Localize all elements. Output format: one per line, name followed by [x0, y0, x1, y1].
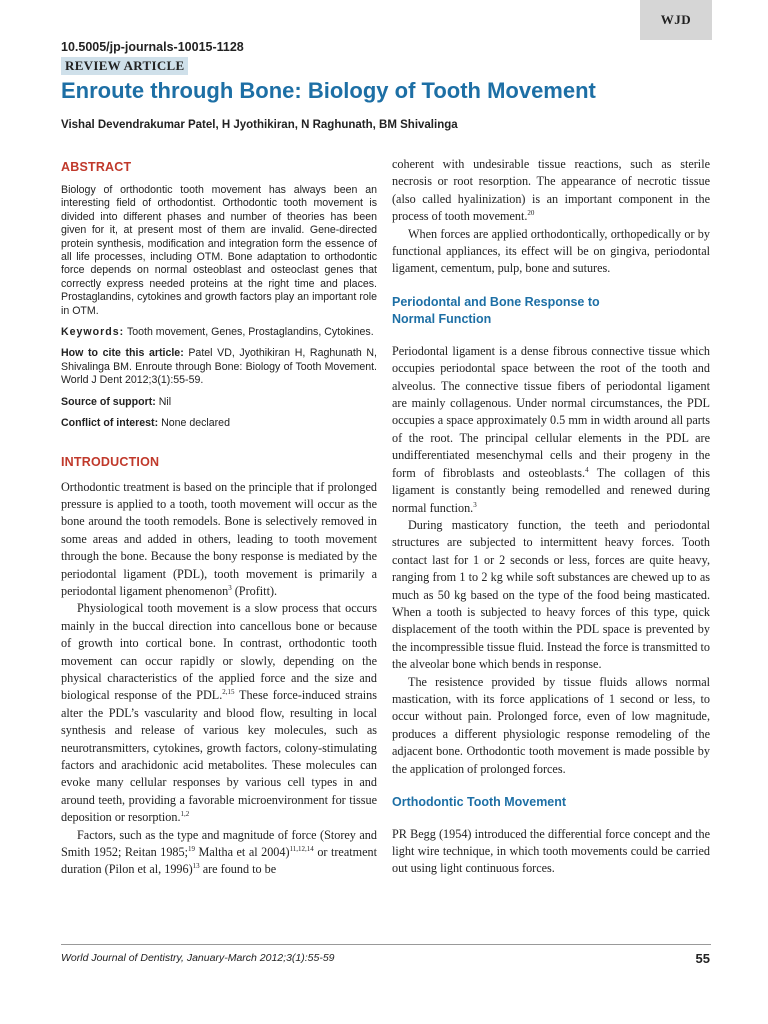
right-paragraph-1: coherent with undesirable tissue reactions, such as sterile necrosis or root resorption. The appearance of necrotic tissue (also called hyalinization) is an important component in the process of tooth movement.$^{20}$: [392, 157, 710, 224]
reference-superscript: 13: [192, 862, 200, 871]
keywords-label: Keywords:: [61, 326, 125, 339]
article-title: Enroute through Bone: Biology of Tooth Movement: [61, 78, 596, 103]
authors: Vishal Devendrakumar Patel, H Jyothikiran, N Raghunath, BM Shivalinga: [61, 119, 458, 131]
left-column: [61, 158, 377, 879]
reference-superscript: 19: [187, 844, 195, 853]
reference-superscript: 11,12,14: [289, 844, 314, 853]
section-heading-orthodontic: Orthodontic Tooth Movement: [392, 795, 567, 809]
conflict-label: Conflict of interest:: [61, 417, 159, 430]
doi: 10.5005/jp-journals-10015-1128: [61, 40, 244, 54]
reference-superscript: 2,15: [222, 688, 235, 697]
intro-paragraph-1: Orthodontic treatment is based on the principle that if prolonged pressure is applied to a tooth, tooth movement will occur as the bone around the tooth remodels. Bone is selectively removed in some areas and added in others, leading to tooth movement through the bone. Because the bony response is mediated by the periodontal ligament (PDL), tooth movement is primarily a periodontal ligament phenomenon$^3$ (Profitt).: [61, 479, 377, 598]
support-label: Source of support:: [61, 395, 156, 408]
introduction-heading: INTRODUCTION: [61, 454, 160, 469]
periodontal-paragraph-3: The resistence provided by tissue fluids allows normal mastication, with its force applications of 1 second or less, to occur without pain. Prolonged force, even of low magnitude, produces a different physiologic response remodeling of the adjacent bone. Orthodontic tooth movement is made possible by the application of prolonged forces.: [392, 674, 710, 776]
right-column: [392, 156, 710, 878]
reference-superscript: 4: [585, 465, 589, 474]
keywords-text: Tooth movement, Genes, Prostaglandins, Cytokines.: [126, 326, 374, 339]
intro-paragraph-2: Physiological tooth movement is a slow process that occurs mainly in the buccal direction into cancellous bone or because of growth into cortical bone. In contrast, orthodontic tooth movement can occur rapidly or slowly, depending on the physical characteristics of the applied force and the size and biological response of the PDL.$^{2,15}$ These force-induced strains alter the PDL’s vascularity and blood flow, resulting in local synthesis and release of various key molecules, such as neurotransmitters, cytokines, growth factors, colony-stimulating factors and arachidonic acid metabolites. These molecules can evoke many cellular responses by various cell types in and around teeth, providing a favorable microenvironment for tissue deposition or resorption.$^{1,2}$: [61, 601, 377, 825]
keywords: [61, 326, 377, 339]
support-text: Nil: [158, 395, 172, 408]
reference-superscript: 1,2: [180, 810, 190, 819]
orthodontic-paragraph-1: PR Begg (1954) introduced the differential force concept and the light wire technique, in which tooth movements could be carried out using light continuous forces.: [392, 826, 710, 876]
footer-divider: [61, 944, 711, 945]
footer-journal-citation: World Journal of Dentistry, January-March 2012;3(1):55-59: [61, 952, 335, 964]
periodontal-paragraph-1: Periodontal ligament is a dense fibrous connective tissue which occupies periodontal space between the root of the tooth and alveolus. The connective tissue fibers of periodontal ligament are mainly collagenous. Under normal circumstances, the PDL occupies a space approximately 0.5 mm in width around all parts of the root. The principal cellular elements in the PDL are undifferentiated mesenchymal cells and their progeny in the form of fibroblasts and osteoblasts.$^4$ The collagen of this ligament is constantly being remodelled and renewed during normal function.$^3$: [392, 343, 710, 515]
journal-tab: WJD: [640, 0, 712, 40]
conflict-text: None declared: [161, 417, 230, 430]
abstract-heading: ABSTRACT: [61, 160, 132, 174]
citation: [61, 347, 377, 387]
conflict-of-interest: [61, 417, 377, 430]
reference-superscript: 3: [228, 583, 232, 592]
source-of-support: [61, 396, 377, 409]
reference-superscript: 3: [473, 500, 477, 509]
page-number: 55: [695, 951, 710, 966]
right-paragraph-2: When forces are applied orthodontically, orthopedically or by functional appliances, its effect will be on gingiva, periodontal ligament, cementum, pulp, bone and sutures.: [392, 226, 710, 276]
abstract-text: Biology of orthodontic tooth movement has always been an interesting field of orthodontist. Orthodontic tooth movement is divided into different phases and number of theories has been given for it, at present most of them are invalid. Gene-directed protein synthesis, modification and integration form the essence of all life processes, including OTM. Bone adaptation to orthodontic force depends on normal osteoblast and osteoclast genes that correctly express needed proteins at the right time and places. Prostaglandins, cytokines and growth factors play an important role in OTM.: [61, 184, 377, 317]
citation-text: Patel VD, Jyothikiran H, Raghunath N, Shivalinga BM. Enroute through Bone: Biology of Tooth Movement. World J Dent 2012;3(1):55-59.: [61, 347, 377, 387]
section-heading-periodontal: Periodontal and Bone Response to Normal Function: [392, 294, 600, 327]
intro-paragraph-3: Factors, such as the type and magnitude of force (Storey and Smith 1952; Reitan 1985;$^{19}$ Maltha et al 2004)$^{11,12,14}$ or treatment duration (Pilon et al, 1996)$^{13}$ are found to be: [61, 827, 377, 877]
citation-label: How to cite this article:: [61, 347, 184, 360]
article-type-label: REVIEW ARTICLE: [61, 57, 188, 75]
reference-superscript: 20: [527, 209, 535, 218]
periodontal-paragraph-2: During masticatory function, the teeth and periodontal structures are subjected to intermittent heavy forces. Tooth contact last for 1 or 2 seconds or less, forces are quite heavy, ranging from 1 to 2 kg while soft substances are chewed up to as much as 50 kg based on the type of the food being masticated. When a tooth is subjected to heavy forces of this type, quick displacement of the tooth within the PDL space is prevented by the incompressible tissue fluid. Instead the force is transmitted to the alveolar bone which bends in response.: [392, 517, 710, 672]
